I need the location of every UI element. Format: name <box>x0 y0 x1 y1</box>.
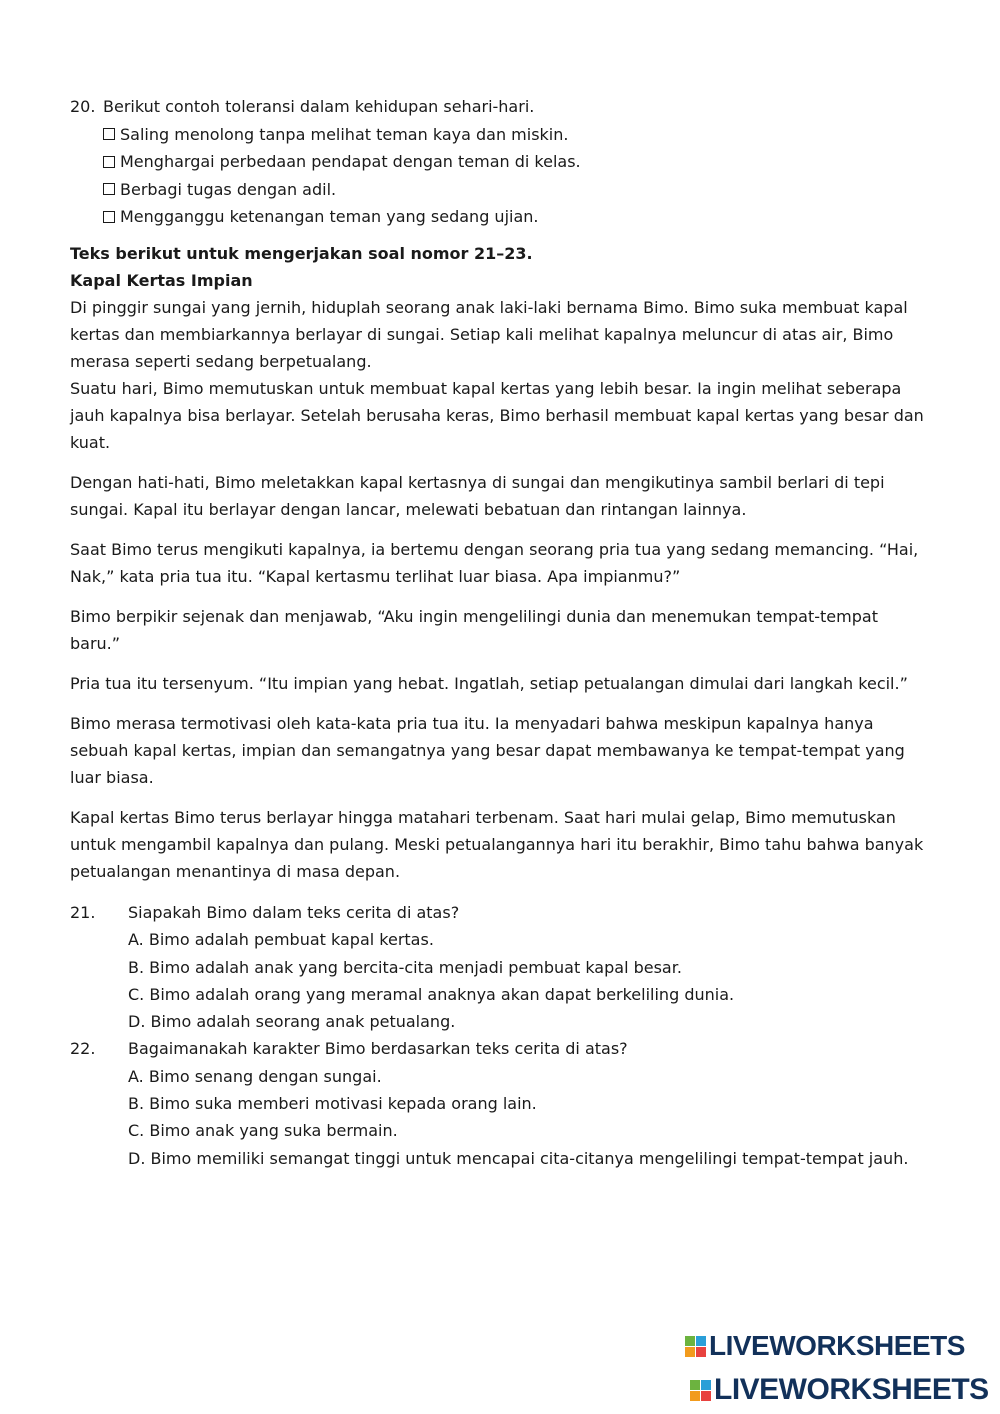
option-label: Saling menolong tanpa melihat teman kaya dan miskin. <box>120 124 569 144</box>
passage-instruction: Teks berikut untuk mengerjakan soal nomor 21–23. <box>70 244 533 263</box>
question-list <box>70 899 940 1172</box>
question-text: Siapakah Bimo dalam teks cerita di atas? <box>128 903 460 922</box>
logo-text: LIVEWORKSHEETS <box>714 1373 989 1406</box>
paragraph: Bimo berpikir sejenak dan menjawab, “Aku ingin mengelilingi dunia dan menemukan tempat-tempat baru.” <box>70 607 878 653</box>
paragraph: Suatu hari, Bimo memutuskan untuk membuat kapal kertas yang lebih besar. Ia ingin melihat seberapa jauh kapalnya bisa berlayar. Setelah berusaha keras, Bimo berhasil membuat kapal kertas yang besar dan kuat. <box>70 379 924 452</box>
liveworksheets-mark-icon <box>685 1336 706 1357</box>
paragraph: Kapal kertas Bimo terus berlayar hingga matahari terbenam. Saat hari mulai gelap, Bimo memutuskan untuk mengambil kapalnya dan pulang. Meski petualangannya hari itu berakhir, Bimo tahu bahwa banyak petualangan menantinya di masa depan. <box>70 808 924 881</box>
question-20 <box>70 93 940 231</box>
question-number: 22. <box>70 1039 96 1059</box>
logo-text: LIVEWORKSHEETS <box>709 1330 965 1361</box>
checkbox-option[interactable] <box>70 176 940 204</box>
answer-option[interactable]: A. Bimo senang dengan sungai. <box>128 1066 382 1086</box>
checkbox-option[interactable] <box>70 121 940 149</box>
reading-passage <box>70 240 930 885</box>
checkbox-icon[interactable] <box>103 156 115 168</box>
checkbox-option[interactable] <box>70 203 940 231</box>
passage-title: Kapal Kertas Impian <box>70 271 253 290</box>
checkbox-icon[interactable] <box>103 128 115 140</box>
question-number: 20. <box>70 97 96 116</box>
option-label: Berbagi tugas dengan adil. <box>120 179 337 199</box>
answer-option[interactable]: B. Bimo suka memberi motivasi kepada orang lain. <box>128 1094 537 1114</box>
answer-option[interactable]: D. Bimo memiliki semangat tinggi untuk mencapai cita-citanya mengelilingi tempat-tempat jauh. <box>128 1148 909 1168</box>
question-text: Berikut contoh toleransi dalam kehidupan sehari-hari. <box>103 97 535 116</box>
paragraph: Saat Bimo terus mengikuti kapalnya, ia bertemu dengan seorang pria tua yang sedang memancing. “Hai, Nak,” kata pria tua itu. “Kapal kertasmu terlihat luar biasa. Apa impianmu?” <box>70 540 919 586</box>
answer-option[interactable]: C. Bimo adalah orang yang meramal anaknya akan dapat berkeliling dunia. <box>128 984 735 1004</box>
paragraph: Di pinggir sungai yang jernih, hiduplah seorang anak laki-laki bernama Bimo. Bimo suka membuat kapal kertas dan membiarkannya berlayar di sungai. Setiap kali melihat kapalnya meluncur di atas air, Bimo merasa seperti sedang berpetualang. <box>70 298 908 371</box>
checkbox-option[interactable] <box>70 148 940 176</box>
option-label: Mengganggu ketenangan teman yang sedang ujian. <box>120 207 539 226</box>
question-22-stem <box>70 1035 940 1062</box>
answer-option[interactable]: B. Bimo adalah anak yang bercita-cita menjadi pembuat kapal besar. <box>128 957 682 977</box>
question-text: Bagaimanakah karakter Bimo berdasarkan teks cerita di atas? <box>128 1039 628 1059</box>
paragraph: Dengan hati-hati, Bimo meletakkan kapal kertasnya di sungai dan mengikutinya sambil berlari di tepi sungai. Kapal itu berlayar dengan lancar, melewati bebatuan dan rintangan lainnya. <box>70 473 885 519</box>
answer-option[interactable]: D. Bimo adalah seorang anak petualang. <box>128 1012 456 1032</box>
option-label: Menghargai perbedaan pendapat dengan teman di kelas. <box>120 152 581 171</box>
question-stem <box>70 93 940 121</box>
paragraph: Pria tua itu tersenyum. “Itu impian yang hebat. Ingatlah, setiap petualangan dimulai dari langkah kecil.” <box>70 674 908 693</box>
answer-option[interactable]: A. Bimo adalah pembuat kapal kertas. <box>128 930 434 950</box>
checkbox-icon[interactable] <box>103 211 115 223</box>
checkbox-icon[interactable] <box>103 183 115 195</box>
question-number: 21. <box>70 903 96 922</box>
liveworksheets-logo <box>685 1330 965 1362</box>
liveworksheets-mark-icon <box>690 1380 711 1401</box>
answer-option[interactable]: C. Bimo anak yang suka bermain. <box>128 1121 398 1141</box>
paragraph: Bimo merasa termotivasi oleh kata-kata pria tua itu. Ia menyadari bahwa meskipun kapalnya hanya sebuah kapal kertas, impian dan semangatnya yang besar dapat membawanya ke tempat-tempat yang luar biasa. <box>70 714 905 787</box>
question-21-stem <box>70 899 940 926</box>
liveworksheets-logo <box>690 1373 989 1407</box>
